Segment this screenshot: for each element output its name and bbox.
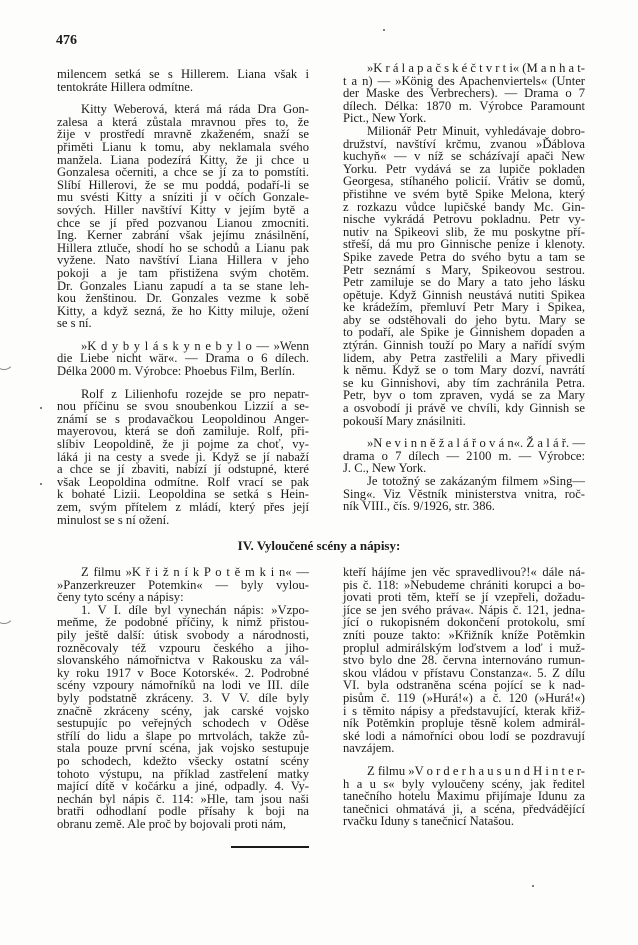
text-line: a chce se jí zbaviti, nabízí jí odstupné, které [57, 462, 309, 477]
text-line: známí se s prodavačkou Leopoldinou Anger- [57, 411, 309, 426]
text-line: střeší, dá mu pro Ginnische peníze i klenoty. [343, 237, 585, 252]
text-line: Gonzalesa očerniti, a chce se jí za to pomstíti. [57, 165, 309, 180]
text-line: mající dítě v kočárku a jiné, odpadly. 4. Vy- [57, 779, 309, 794]
text-line: rozněcovaly též vzpouru českého a jiho- [57, 640, 309, 655]
text-line: nutiv na Spikeovi slib, že mu poskytne pří- [343, 224, 585, 239]
print-speck [383, 29, 385, 31]
text-line: však Leopoldina odmítne. Rolf vrací se pak [57, 474, 309, 489]
text-line: rvačku Iduny s tanečnicí Natašou. [343, 814, 515, 829]
text-line: tanečnici ohmatává ji, a scéna, předvádějící [343, 801, 585, 816]
text-line: Slíbí Hillerovi, že se mu poddá, podaří-li se [57, 177, 309, 192]
text-line: proplul admirálským loďstvem a loď i muž- [343, 640, 585, 655]
text-line: sových. Hiller navštíví Kitty v jejím bytě a [57, 202, 309, 217]
text-line: i s těmito nápisy a představující, kterak křiž- [343, 703, 585, 718]
text-line: opětuje. Když Ginnish neustává nutiti Spikea [343, 287, 585, 302]
text-line: 1. V I. díle byl vynechán nápis: »Vzpo- [81, 602, 309, 617]
text-line: VI. byla odstraněna scéna pojící se k nad- [343, 678, 585, 693]
text-line: značně zkráceny scény, jak carské vojsko [57, 703, 309, 718]
text-line: z rozkazu vůdce lupičské bandy Mc. Gin- [343, 199, 585, 214]
text-line: h a u s« byly vyloučeny scény, jak ředitel [343, 776, 585, 791]
text-line: kuchyň« — v níž se scházívají apači New [343, 149, 585, 164]
text-line: Ing. Kerner zabrání však jejímu znásilnění, [57, 228, 309, 243]
text-line: skou vládou v přístavu Constanza«. 5. Z dílu [343, 665, 585, 680]
left-column-bottom [57, 566, 309, 830]
footer-rule [231, 846, 309, 848]
text-line: k bohaté Lizii. Leopoldina se setká s Hein- [57, 487, 309, 502]
text-line: nische vykrádá Petrovu pokladnu. Petr vy- [343, 212, 585, 227]
text-line: nou příčinu se svou snoubenkou Lizzií a se- [57, 399, 309, 414]
text-line: Hillera ztluče, shodí ho se schodů a Lianu pak [57, 240, 309, 255]
text-line: stala pouze první scéna, jak vojsko sestupuje [57, 741, 309, 756]
text-line: chce se jí před pozvanou Lianou zmocniti. [57, 215, 309, 230]
text-line: nechán byl nápis č. 114: »Hle, tam jsou naši [57, 791, 309, 806]
text-line: pokouší Mary znásilniti. [343, 413, 466, 428]
right-column-bottom [343, 566, 585, 828]
print-speck [40, 407, 42, 409]
text-line: bratři odhodlaní podle přísahy k boji na [57, 804, 309, 819]
text-line: Kitty, a když sezná, že ho Kitty miluje, ožení [57, 303, 309, 318]
page-number: 476 [56, 33, 77, 48]
text-line: J. C., New York. [343, 461, 427, 476]
text-line: to podaří, ale Spike je Ginnishem dopaden a [343, 325, 585, 340]
text-line: ztýrán. Ginnish touží po Mary a nařídí svým [343, 338, 585, 353]
text-line: kteří hájíme jen věc spravedlivou?!« dále ná- [343, 565, 585, 579]
text-line: Petr zamiluje se do Mary a tato jeho lásku [343, 275, 585, 290]
text-line: zníti pouze takto: »Křižník kníže Potěmkin [343, 627, 585, 642]
text-line: Je totožný se zakázaným filmem »Sing— [367, 474, 585, 488]
text-line: vyžene. Nato navštíví Liana Hillera v jeho [57, 253, 309, 268]
text-line: Rolf z Lilienhofu rozejde se pro nepatr- [81, 386, 309, 401]
text-line: Kitty Weberová, která má ráda Dra Gon- [81, 102, 309, 117]
text-line: Z filmu »V o r d e r h a u s u n d H i n t e r- [367, 763, 585, 778]
text-line: pis č. 118: »Nebudeme chrániti korupci a bo- [343, 577, 585, 592]
text-line: se ku Ginnishovi, aby tím zachránila Petra. [343, 375, 585, 390]
text-line: pily ještě další: útisk svobody a národnosti, [57, 627, 309, 642]
text-line: manžela. Liana podezírá Kitty, že ji chce u [57, 152, 309, 167]
text-line: aby se odstěhovali do jeho bytu. Mary se [343, 312, 585, 327]
text-line: a osvobodí ji právě ve chvíli, kdy Ginnish se [343, 401, 585, 416]
section-heading: IV. Vyloučené scény a nápisy: [237, 538, 401, 553]
text-line: mu svésti Kitty a sníziti ji v očích Gonzale- [57, 190, 309, 205]
text-line: meňme, že podobné příčiny, k nimž přistou- [57, 615, 309, 630]
text-line: »Panzerkreuzer Potemkin« — byly vylou- [57, 577, 309, 592]
text-line: dílech. Délka: 1870 m. Výrobce Paramount [343, 98, 585, 113]
text-line: k němu. Když se o tom Mary dozví, navrátí [343, 363, 585, 378]
text-line: obranu země. Ale proč by bojovali proti nám, [57, 816, 287, 831]
text-line: jíce se jen svého práva«. Nápis č. 121, jedna- [343, 602, 585, 617]
text-line: ky roku 1917 v Boce Kotorské«. 2. Podrobné [57, 665, 309, 680]
text-line: navzájem. [343, 741, 395, 756]
text-line: byly podstatně zkráceny. 3. V V. díle byly [57, 690, 309, 705]
text-line: mayerovou, která se doň zamiluje. Rolf, při- [57, 424, 309, 439]
text-line: jící o rukopisném dokončení protokolu, smí [343, 615, 585, 630]
text-line: tanečního hotelu Maximu přijímaje Idunu za [343, 789, 585, 804]
text-line: ské lodi a námořníci obou lodí se pozdravují [343, 728, 585, 743]
text-line: střílí do lidu a šlape po mrtvolách, takže zů- [57, 728, 309, 743]
print-speck [532, 885, 534, 887]
text-line: ník Potěmkin propluje těsně kolem admirál- [343, 716, 585, 731]
text-line: čeny tyto scény a nápisy: [57, 590, 184, 605]
text-line: zem, svým přítelem z mládí, který přes její [57, 500, 309, 514]
text-line: Yorku. Petr vydává se za lupiče pokladen [343, 161, 585, 176]
text-line: tohoto výstupu, na příklad zastřelení matky [57, 766, 309, 781]
right-column-top [343, 62, 585, 513]
text-line: »N e v i n n ě ž a l á ř o v á n«. Ž a l á ř. — [367, 436, 585, 451]
binding-hole-mark [0, 604, 14, 624]
text-line: Dr. Gonzales Lianu zapudí a ta se stane leh- [57, 278, 309, 293]
text-line: po schodech, kdežto všecky ostatní scény [57, 753, 309, 768]
text-line: die Liebe nicht wär«. — Drama o 6 dílech. [57, 351, 309, 366]
left-column-top [57, 68, 309, 526]
text-line: »K d y b y l á s k y n e b y l o — »Wenn [81, 338, 309, 353]
print-speck [40, 483, 42, 485]
text-line: Pict., New York. [343, 111, 427, 126]
text-line: Petr, byv o tom zpraven, vydá se za Mary [343, 388, 585, 403]
text-line: ke krádežím, přemluví Petr Mary i Spikea, [343, 300, 585, 315]
text-line: sestupujíc po veřejných schodech v Oděse [57, 716, 309, 731]
text-line: láká ji na cesty a svede ji. Když se jí nabaží [57, 449, 309, 464]
text-line: Georgesa, stíhaného policií. Vrátiv se domů, [343, 174, 585, 189]
text-line: Délka 2000 m. Výrobce: Phoebus Film, Berlín. [57, 364, 295, 379]
text-line: scény vzpoury námořníků na lodi ve III. díle [57, 678, 309, 693]
text-line: Milionář Petr Minuit, vyhledávaje dobro- [367, 123, 585, 138]
text-line: minulost se s ní ožení. [57, 512, 170, 527]
text-line: ník VIII., čís. 9/1926, str. 386. [343, 499, 495, 514]
text-line: Spike zavede Petra do svého bytu a tam se [343, 249, 585, 264]
text-line: se s ní. [57, 316, 92, 331]
text-line: pisům č. 119 (»Hurá!«) a č. 120 (»Hurá!«) [343, 690, 585, 705]
text-line: tentokráte Hillera odmítne. [57, 79, 194, 94]
text-line: drama o 7 dílech — 2100 m. — Výrobce: [343, 448, 585, 463]
text-line: družství, navštíví krčmu, zvanou »Ďáblova [343, 136, 585, 151]
text-line: slíbiv Leopoldině, že ji pojme za choť, vy- [57, 437, 309, 452]
text-line: der Maske des Verbrechers). — Drama o 7 [343, 86, 585, 101]
binding-hole-mark [0, 350, 14, 370]
text-line: Z filmu »K ř i ž n í k P o t ě m k i n« — [81, 565, 309, 579]
text-line: žije v prostředí mravně zkaženém, snaží se [57, 127, 309, 142]
text-line: stvo bylo dne 28. června internováno rumun- [343, 653, 585, 668]
text-line: jovati proti těm, kteří se jí vzepřeli, dožadu- [343, 590, 585, 605]
text-line: přiměti Lianu k tomu, aby neklamala svého [57, 139, 309, 154]
text-line: Sing«. Viz Věstník ministerstva vnitra, roč- [343, 486, 585, 501]
text-line: kou ženštinou. Dr. Gonzales vezme k sobě [57, 291, 309, 306]
text-line: milencem setká se s Hillerem. Liana však i [57, 67, 309, 81]
text-line: zalesa a která zůstala mravnou přes to, že [57, 114, 309, 129]
text-line: pokoji a je tam přistižena svým chotěm. [57, 265, 309, 280]
text-line: slovanského námořnictva v Rakousku za vál- [57, 653, 309, 668]
text-line: »K r á l a p a č s k é č t v r t i« (M a n h a t- [367, 61, 585, 75]
text-line: t a n) — »König des Apachenviertels« (Unter [343, 73, 585, 88]
text-line: lidem, aby Petra zastřelili a Mary přivedli [343, 350, 585, 365]
text-line: Petr seznámí s Mary, Spikeovou sestrou. [343, 262, 585, 277]
text-line: přistihne ve svém bytě Spike Melona, který [343, 186, 585, 201]
